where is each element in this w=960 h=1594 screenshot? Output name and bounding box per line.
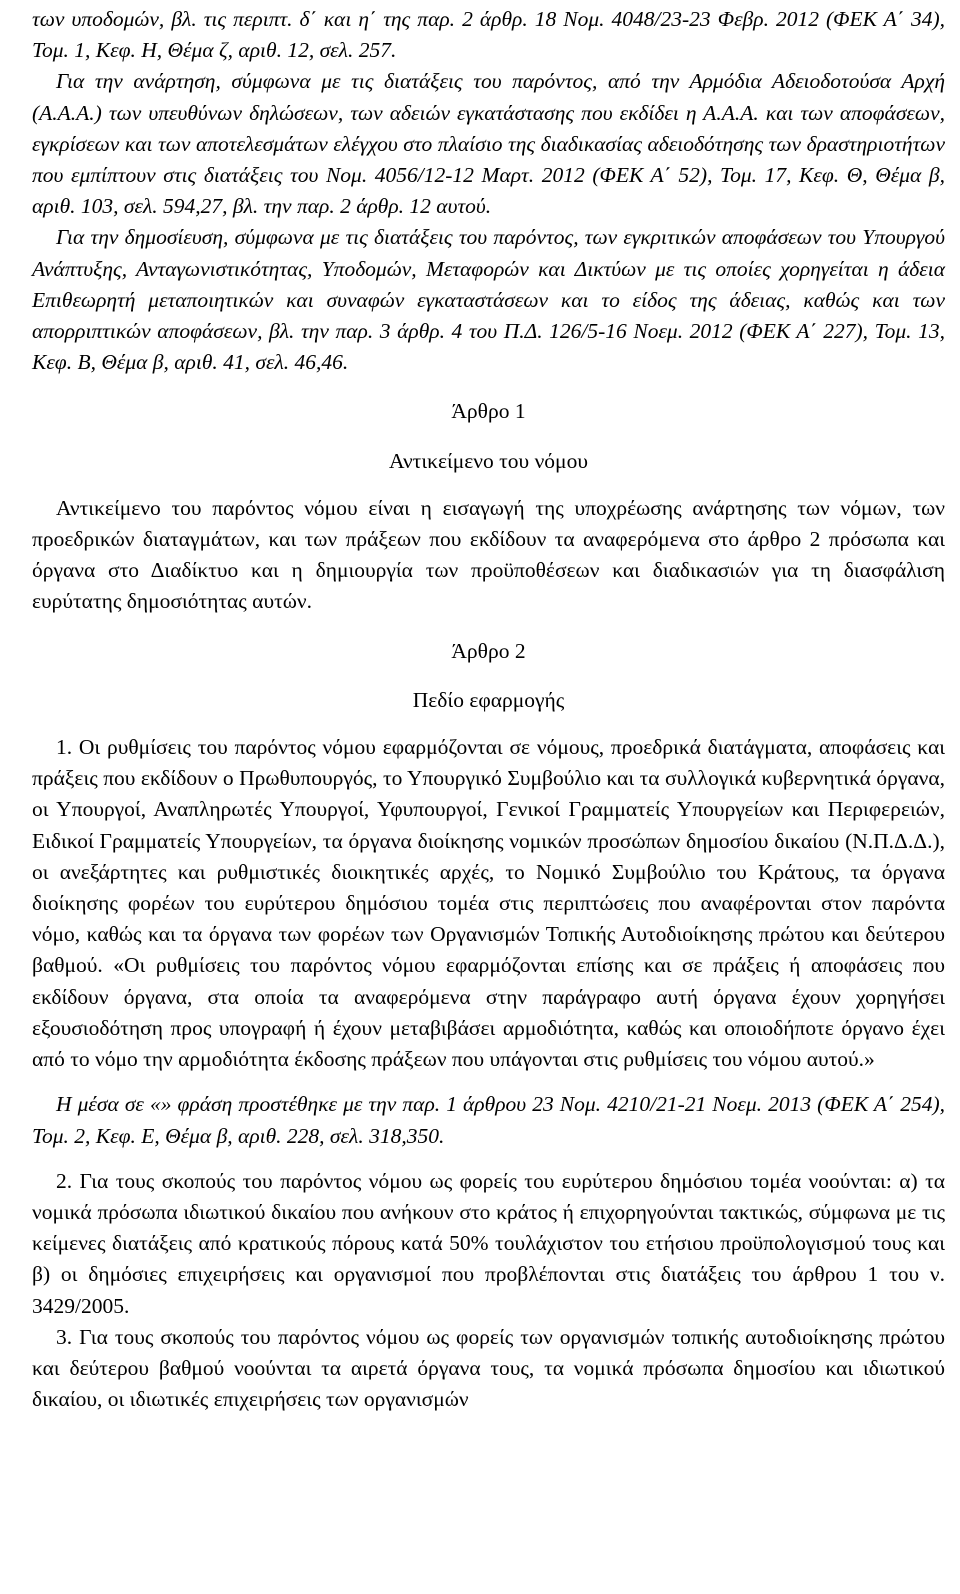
article-2-paragraph-2: 2. Για τους σκοπούς του παρόντος νόμου ως φορείς του ευρύτερου δημόσιου τομέα νοούνται: α) τα νομικά πρόσωπα ιδιωτικού δικαίου που ανήκουν στο κράτος ή επιχορηγούνται τακτικώς, σύμφωνα με τις κείμενες διατάξεις από κρατικούς πόρους κατά 50% τουλάχιστον του ετήσιου προϋπολογισμού τους και β) οι δημόσιες επιχειρήσεις και οργανισμοί που προβλέπονται στις διατάξεις του άρθρου 1 του ν. 3429/2005. xyxy=(32,1168,945,1318)
article-2-paragraph-3: 3. Για τους σκοπούς του παρόντος νόμου ως φορείς των οργανισμών τοπικής αυτοδιοίκησης πρώτου και δεύτερου βαθμού νοούνται τα αιρετά όργανα τους, τα νομικά πρόσωπα δημοσίου και ιδιωτικού δικαίου, οι ιδιωτικές επιχειρήσεις των οργανισμών xyxy=(32,1324,945,1412)
footnote-inspector-approvals: Για την δημοσίευση, σύμφωνα με τις διατάξεις του παρόντος, των εγκριτικών αποφάσεων του Υπουργού Ανάπτυξης, Ανταγωνιστικότητας, Υποδομών, Μεταφορών και Δικτύων με τις οποίες χορηγείται η άδεια Επιθεωρητή μεταποιητικών και συναφών εγκαταστάσεων και το είδος της άδειας, καθώς και των απορριπτικών αποφάσεων, βλ. την παρ. 3 άρθρ. 4 του Π.Δ. 126/5-16 Νοεμ. 2012 (ΦΕΚ Α΄ 227), Τομ. 13, Κεφ. Β, Θέμα β, αριθ. 41, σελ. 46,46. xyxy=(32,225,945,375)
footnote-infrastructure: των υποδομών, βλ. τις περιπτ. δ΄ και η΄ της παρ. 2 άρθρ. 18 Νομ. 4048/23-23 Φεβρ. 2012 (ΦΕΚ Α΄ 34), Τομ. 1, Κεφ. Η, Θέμα ζ, αριθ. 12, σελ. 257. xyxy=(32,7,945,63)
article-1-heading: Άρθρο 1 xyxy=(451,399,526,424)
article-2-paragraph-1: 1. Οι ρυθμίσεις του παρόντος νόμου εφαρμόζονται σε νόμους, προεδρικά διατάγματα, αποφάσεις και πράξεις που εκδίδουν ο Πρωθυπουργός, το Υπουργικό Συμβούλιο και τα συλλογικά κυβερνητικά όργανα, οι Υπουργοί, Αναπληρωτές Υπουργοί, Υφυπουργοί, Γενικοί Γραμματείς Υπουργείων και Περιφερειών, Ειδικοί Γραμματείς Υπουργείων, τα όργανα διοίκησης νομικών προσώπων δημοσίου δικαίου (Ν.Π.Δ.Δ.), οι ανεξάρτητες και ρυθμιστικές διοικητικές αρχές, το Νομικό Συμβούλιο του Κράτους, τα όργανα διοίκησης φορέων του ευρύτερου δημόσιου τομέα στις περιπτώσεις που αναφέρονται στον παρόντα νόμο, καθώς και τα όργανα των φορέων των Οργανισμών Τοπικής Αυτοδιοίκησης πρώτου και δεύτερου βαθμού. «Οι ρυθμίσεις του παρόντος νόμου εφαρμόζονται επίσης και σε πράξεις ή αποφάσεις που εκδίδουν όργανα, στα οποία τα αναφερόμενα στην παράγραφο αυτή όργανα έχουν χορηγήσει εξουσιοδότηση προς υπογραφή ή έχουν μεταβιβάσει αρμοδιότητα, καθώς και οποιοδήποτε όργανο έχει από το νόμο την αρμοδιότητα έκδοσης πράξεων που υπάγονται στις ρυθμίσεις του νόμου αυτού.» xyxy=(32,735,945,1072)
article-2-title: Πεδίο εφαρμογής xyxy=(412,687,565,712)
article-1-body: Αντικείμενο του παρόντος νόμου είναι η εισαγωγή της υποχρέωσης ανάρτησης των νόμων, των προεδρικών διαταγμάτων, και των πράξεων που εκδίδουν τα αναφερόμενα στο άρθρο 2 πρόσωπα και όργανα στο Διαδίκτυο και η δημιουργία των προϋποθέσεων και διαδικασιών για τη διασφάλιση ευρύτατης δημοσιότητας αυτών. xyxy=(32,495,945,614)
footnote-aaa-posting: Για την ανάρτηση, σύμφωνα με τις διατάξεις του παρόντος, από την Αρμόδια Αδειοδοτούσα Αρχή (Α.Α.Α.) των υπευθύνων δηλώσεων, των αδειών εγκατάστασης που εκδίδει η Α.Α.Α. και των αποφάσεων, εγκρίσεων και των αποτελεσμάτων ελέγχου στο πλαίσιο της διαδικασίας αδειοδότησης των δραστηριοτήτων που εμπίπτουν στις διατάξεις του Νομ. 4056/12-12 Μαρτ. 2012 (ΦΕΚ Α΄ 52), Τομ. 17, Κεφ. Θ, Θέμα β, αριθ. 103, σελ. 594,27, βλ. την παρ. 2 άρθρ. 12 αυτού. xyxy=(32,69,945,219)
footnote-amendment: Η μέσα σε «» φράση προστέθηκε με την παρ. 1 άρθρου 23 Νομ. 4210/21-21 Νοεμ. 2013 (ΦΕΚ Α΄ 254), Τομ. 2, Κεφ. Ε, Θέμα β, αριθ. 228, σελ. 318,350. xyxy=(32,1092,945,1148)
article-1-title: Αντικείμενο του νόμου xyxy=(389,448,588,473)
article-2-heading: Άρθρο 2 xyxy=(451,638,526,663)
